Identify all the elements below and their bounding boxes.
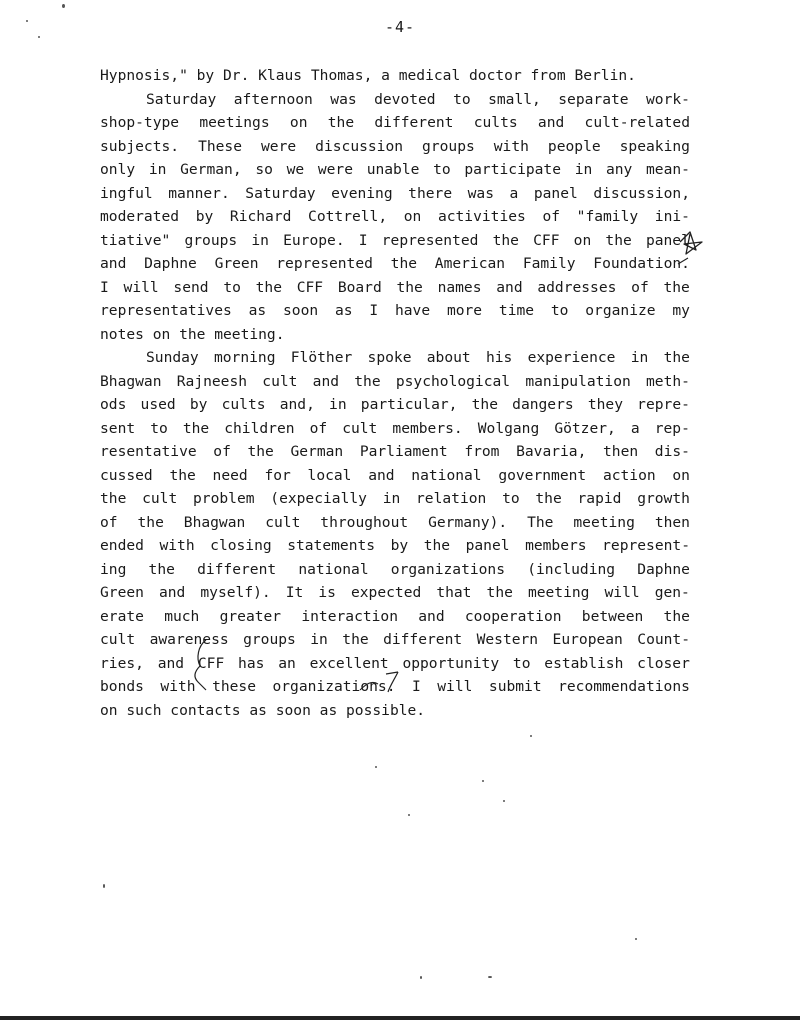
word: different <box>374 114 454 131</box>
word: will <box>604 584 640 601</box>
word: dangers <box>512 396 574 413</box>
word: work- <box>646 90 690 108</box>
word: Western <box>476 631 539 648</box>
word: opportunity <box>402 654 500 672</box>
word: I <box>358 231 368 249</box>
word: afternoon <box>233 90 313 108</box>
word: Cottrell, <box>308 208 388 225</box>
text-line <box>100 534 690 558</box>
word: government <box>498 466 587 484</box>
word: in <box>382 490 401 507</box>
word: in <box>310 631 328 648</box>
word: and, <box>279 396 315 413</box>
word: cult <box>342 419 378 437</box>
word: Count- <box>637 631 690 648</box>
text-line <box>100 276 690 300</box>
word: much <box>164 607 200 625</box>
word: the <box>354 372 381 390</box>
word: the <box>663 607 690 625</box>
word: Rajneesh <box>176 372 248 390</box>
word: participate <box>464 161 562 178</box>
word: ries, <box>100 654 144 672</box>
word: the <box>486 584 513 601</box>
word: bonds <box>100 678 144 695</box>
scan-speck <box>488 976 492 978</box>
word: with <box>159 537 195 554</box>
word: problem <box>193 490 255 507</box>
word: CFF <box>197 654 225 672</box>
word: the <box>390 255 418 272</box>
word: speaking <box>619 137 690 155</box>
word: on <box>403 208 422 225</box>
text-line <box>100 299 690 323</box>
word: It <box>285 584 304 601</box>
word: of <box>213 443 231 460</box>
word: I <box>411 678 421 695</box>
word: addresses <box>537 278 617 296</box>
word: ingful <box>100 184 153 202</box>
word: closer <box>637 654 690 672</box>
word: then <box>603 443 639 460</box>
word: to <box>550 302 569 319</box>
word: his <box>485 349 513 366</box>
word: about <box>426 349 471 366</box>
word: ini- <box>654 208 690 225</box>
scan-speck <box>635 938 637 940</box>
word: the <box>255 278 282 296</box>
word: there <box>408 184 453 202</box>
word: represent- <box>602 537 690 554</box>
scan-speck <box>375 766 377 768</box>
word: Götzer, <box>554 419 616 437</box>
word: cussed <box>100 466 153 484</box>
word: statements <box>287 537 376 554</box>
word: meeting <box>573 513 635 531</box>
text-line <box>100 88 690 112</box>
word: and <box>418 607 445 625</box>
word: on <box>289 114 308 131</box>
word: and <box>496 278 523 296</box>
word: recommendations <box>558 678 690 695</box>
word: organize <box>585 302 656 319</box>
word: were <box>317 161 353 178</box>
word: the <box>169 466 196 484</box>
word: Saturday <box>245 184 316 202</box>
word: panel <box>465 537 510 554</box>
text-line <box>100 182 690 206</box>
word: in <box>630 349 649 366</box>
word: we <box>286 161 305 178</box>
word: cult <box>100 631 136 648</box>
word: psychological <box>395 372 511 390</box>
word: a <box>630 419 640 437</box>
word: establish <box>544 654 624 672</box>
word: resentative <box>100 443 197 460</box>
word: experience <box>527 349 616 366</box>
word: on <box>573 231 592 249</box>
word: sent <box>100 419 136 437</box>
text-line <box>100 511 690 535</box>
word: they <box>587 396 623 413</box>
word: repre- <box>637 396 690 413</box>
scan-speck <box>62 4 65 8</box>
word: in <box>329 396 347 413</box>
word: my <box>672 302 690 319</box>
word: national <box>298 560 369 578</box>
scan-speck <box>26 20 28 22</box>
text-line <box>100 370 690 394</box>
word: ods <box>100 396 127 413</box>
word: a <box>509 184 519 202</box>
word: the <box>605 231 632 249</box>
word: the <box>492 231 519 249</box>
word: by <box>195 208 214 225</box>
word: Green <box>214 255 259 272</box>
word: expected <box>350 584 422 601</box>
word: and <box>312 372 340 390</box>
word: then <box>654 513 690 531</box>
word: an <box>278 654 296 672</box>
text-line <box>100 135 690 159</box>
word: European <box>552 631 623 648</box>
word: Bhagwan <box>183 513 246 531</box>
word: for <box>264 466 291 484</box>
word: evening <box>331 184 393 202</box>
bottom-rule <box>0 1016 800 1020</box>
word: time <box>498 302 535 319</box>
scan-speck <box>103 884 105 888</box>
word: (expecially <box>270 490 367 507</box>
word: of <box>542 208 561 225</box>
word: ended <box>100 537 144 554</box>
word: people <box>547 137 601 155</box>
scan-speck <box>420 976 422 979</box>
word: organizations <box>390 560 506 578</box>
word: relation <box>416 490 487 507</box>
word: cult-related <box>584 114 690 131</box>
word: of <box>631 278 649 296</box>
word: ing <box>100 560 127 578</box>
word: the <box>471 396 498 413</box>
word: were <box>261 137 297 155</box>
word: greater <box>219 607 282 625</box>
word: excellent <box>309 654 389 672</box>
word: subjects. <box>100 137 180 155</box>
word: awareness <box>149 631 229 648</box>
word: the <box>396 278 423 296</box>
line-text: on such contacts as soon as possible. <box>100 701 426 719</box>
word: Green <box>100 584 144 601</box>
word: rep- <box>654 419 690 437</box>
scan-speck <box>408 814 410 816</box>
word: the <box>342 631 369 648</box>
text-line <box>100 464 690 488</box>
word: of <box>100 513 118 531</box>
word: I <box>369 302 379 319</box>
word: of <box>309 419 328 437</box>
word: the <box>247 443 274 460</box>
text-line <box>100 111 690 135</box>
word: is <box>318 584 336 601</box>
word: to <box>150 419 168 437</box>
word: Saturday <box>146 90 217 108</box>
word: action <box>602 466 656 484</box>
word: Wolgang <box>477 419 540 437</box>
word: growth <box>637 490 690 507</box>
scan-speck <box>38 36 40 38</box>
word: have <box>394 302 431 319</box>
word: represented <box>381 231 479 249</box>
word: interaction <box>301 607 399 625</box>
word: small, <box>488 90 541 108</box>
word: erate <box>100 607 144 625</box>
word: and <box>368 466 395 484</box>
word: the <box>663 278 690 296</box>
word: in <box>251 231 269 249</box>
word: national <box>411 466 482 484</box>
word: Daphne <box>637 560 690 578</box>
word: groups <box>422 137 475 155</box>
word: members <box>525 537 587 554</box>
word: Flöther <box>290 349 353 366</box>
word: will <box>437 678 473 695</box>
text-line <box>100 64 690 88</box>
word: was <box>467 184 494 202</box>
line-text: Hypnosis," by Dr. Klaus Thomas, a medical doctor from Berlin. <box>100 67 636 84</box>
word: by <box>390 537 409 554</box>
word: need <box>212 466 248 484</box>
word: meth- <box>646 372 690 390</box>
text-line <box>100 417 690 441</box>
word: Daphne <box>144 255 197 272</box>
word: these <box>212 678 256 695</box>
text-line <box>100 605 690 629</box>
word: and <box>158 584 186 601</box>
word: gen- <box>654 584 690 601</box>
word: rapid <box>577 490 622 507</box>
body-text <box>100 64 690 722</box>
word: cooperation <box>464 607 562 625</box>
word: activities <box>437 208 526 225</box>
word: to <box>502 490 520 507</box>
word: cult <box>262 372 298 390</box>
word: different <box>383 631 463 648</box>
word: CFF <box>296 278 324 296</box>
word: CFF <box>533 231 560 249</box>
word: Sunday <box>146 349 199 366</box>
word: shop-type <box>100 114 180 131</box>
word: send <box>173 278 209 296</box>
word: the <box>535 490 562 507</box>
text-line <box>100 393 690 417</box>
word: the <box>423 537 451 554</box>
word: manner. <box>168 184 230 202</box>
word: mean- <box>646 161 690 178</box>
word: in <box>574 161 593 178</box>
word: between <box>581 607 644 625</box>
word: will <box>123 278 159 296</box>
text-line <box>100 252 690 276</box>
scan-speck <box>482 780 484 782</box>
word: Richard <box>229 208 292 225</box>
word: manipulation <box>525 372 631 390</box>
handwritten-bracket-annotation <box>184 636 414 726</box>
word: has <box>238 654 265 672</box>
word: children <box>224 419 295 437</box>
word: the <box>148 560 175 578</box>
word: myself). <box>200 584 271 601</box>
word: more <box>446 302 483 319</box>
word: groups <box>184 231 238 249</box>
word: that <box>436 584 472 601</box>
word: the <box>100 490 127 507</box>
word: submit <box>488 678 542 695</box>
word: closing <box>210 537 272 554</box>
text-line <box>100 558 690 582</box>
word: and <box>537 114 565 131</box>
word: only <box>100 161 136 178</box>
word: local <box>307 466 352 484</box>
word: as <box>334 302 353 319</box>
text-line <box>100 440 690 464</box>
word: representatives <box>100 302 232 319</box>
word: meeting <box>527 584 590 601</box>
word: members. <box>392 419 463 437</box>
word: These <box>198 137 243 155</box>
word: (including <box>527 560 616 578</box>
word: with <box>160 678 196 695</box>
word: Bhagwan <box>100 372 162 390</box>
word: to <box>453 90 471 108</box>
word: panel <box>645 231 690 249</box>
word: the <box>663 349 690 366</box>
word: panel <box>533 184 578 202</box>
text-line <box>100 323 690 347</box>
text-line <box>100 229 690 253</box>
word: particular, <box>360 396 458 413</box>
word: Bavaria, <box>516 443 587 460</box>
word: represented <box>276 255 373 272</box>
word: cults <box>473 114 518 131</box>
text-line <box>100 205 690 229</box>
word: tiative" <box>100 231 171 249</box>
word: to <box>223 278 241 296</box>
word: Europe. <box>283 231 345 249</box>
word: dis- <box>654 443 690 460</box>
word: names <box>437 278 482 296</box>
word: discussion <box>315 137 404 155</box>
word: cult <box>142 490 178 507</box>
text-line <box>100 346 690 370</box>
word: by <box>189 396 208 413</box>
word: as <box>248 302 267 319</box>
word: on <box>672 466 690 484</box>
word: cults <box>221 396 266 413</box>
word: American <box>434 255 506 272</box>
word: organizations. <box>272 678 396 695</box>
handwritten-star-annotation <box>676 230 706 266</box>
word: and <box>100 255 127 272</box>
word: used <box>140 396 176 413</box>
word: any <box>605 161 633 178</box>
word: in <box>148 161 167 178</box>
word: discussion, <box>593 184 690 202</box>
text-line <box>100 581 690 605</box>
text-line <box>100 158 690 182</box>
word: morning <box>213 349 276 366</box>
word: The <box>527 513 554 531</box>
word: from <box>464 443 500 460</box>
word: moderated <box>100 208 180 225</box>
word: the <box>182 419 210 437</box>
word: the <box>327 114 355 131</box>
word: Parliament <box>359 443 448 460</box>
word: meetings <box>199 114 270 131</box>
word: Board <box>337 278 382 296</box>
scan-speck <box>530 735 532 737</box>
word: different <box>197 560 277 578</box>
word: throughout <box>320 513 409 531</box>
word: so <box>255 161 273 178</box>
word: Family <box>522 255 576 272</box>
line-text: notes on the meeting. <box>100 325 285 343</box>
word: and <box>157 654 185 672</box>
word: the <box>137 513 164 531</box>
word: unable <box>366 161 420 178</box>
word: German, <box>180 161 242 178</box>
scan-speck <box>503 800 505 802</box>
word: spoke <box>367 349 412 366</box>
page-number: -4- <box>384 18 416 36</box>
word: "family <box>576 208 639 225</box>
word: was <box>330 90 357 108</box>
word: cult <box>265 513 301 531</box>
word: devoted <box>374 90 436 108</box>
word: separate <box>558 90 629 108</box>
word: Foundation. <box>593 255 690 272</box>
word: Germany). <box>428 513 508 531</box>
word: groups <box>243 631 296 648</box>
word: with <box>493 137 529 155</box>
word: I <box>100 278 109 296</box>
word: to <box>512 654 531 672</box>
word: German <box>290 443 344 460</box>
word: to <box>433 161 451 178</box>
text-line <box>100 487 690 511</box>
word: soon <box>283 302 319 319</box>
